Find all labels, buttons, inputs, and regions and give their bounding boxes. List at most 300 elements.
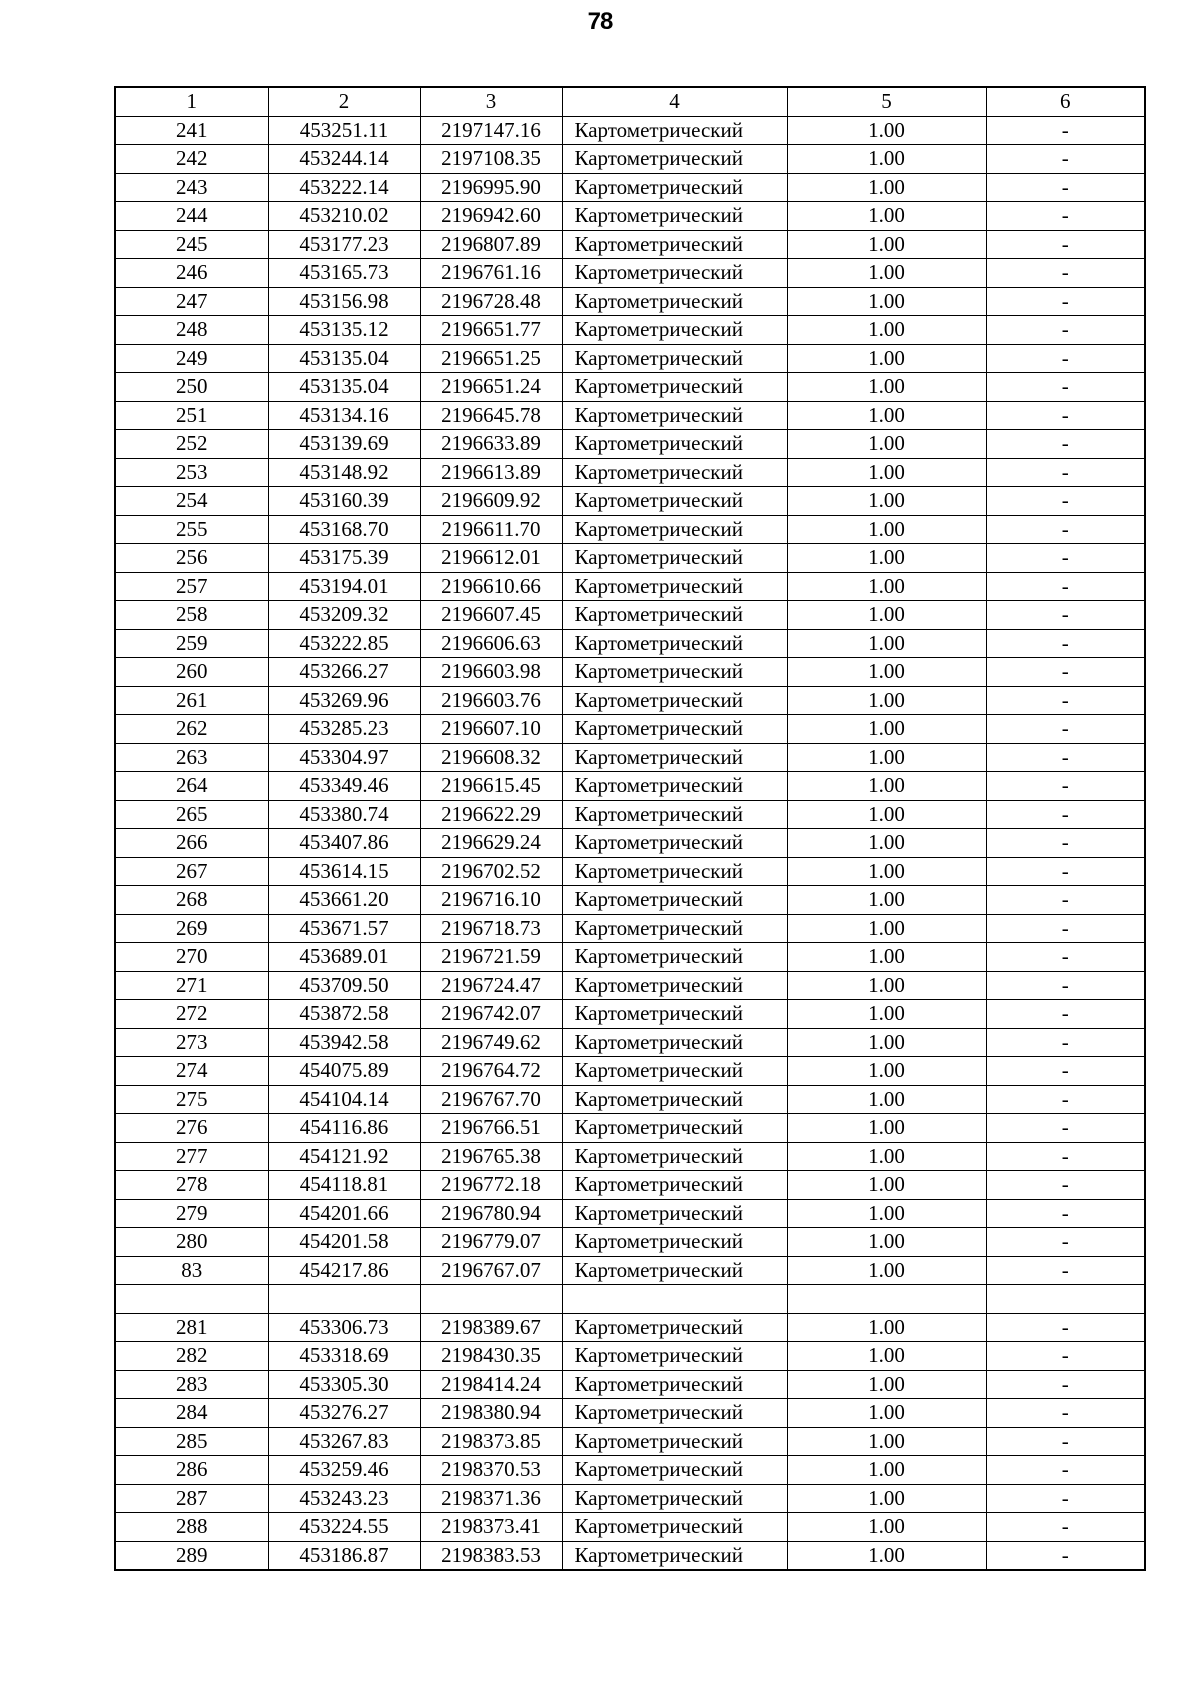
method-cell: Картометрический [562,1199,787,1228]
y-coordinate-cell: 2198371.36 [420,1484,562,1513]
table-row [115,1171,1145,1200]
y-coordinate-cell: 2196767.70 [420,1085,562,1114]
x-coordinate-cell: 453210.02 [268,202,420,231]
table-row [115,857,1145,886]
y-coordinate-cell: 2196622.29 [420,800,562,829]
note-cell: - [986,743,1145,772]
x-coordinate-cell: 453266.27 [268,658,420,687]
accuracy-cell: 1.00 [787,202,986,231]
x-coordinate-cell: 453661.20 [268,886,420,915]
note-cell [986,1285,1145,1314]
method-cell: Картометрический [562,1171,787,1200]
header-col-5: 5 [787,87,986,116]
y-coordinate-cell: 2198430.35 [420,1342,562,1371]
y-coordinate-cell: 2196764.72 [420,1057,562,1086]
x-coordinate-cell: 453209.32 [268,601,420,630]
point-number-cell: 287 [115,1484,268,1513]
accuracy-cell: 1.00 [787,572,986,601]
note-cell: - [986,316,1145,345]
y-coordinate-cell: 2196718.73 [420,914,562,943]
point-number-cell: 247 [115,287,268,316]
table-row [115,686,1145,715]
note-cell: - [986,1541,1145,1570]
table-row [115,886,1145,915]
method-cell: Картометрический [562,1456,787,1485]
point-number-cell: 272 [115,1000,268,1029]
accuracy-cell: 1.00 [787,857,986,886]
y-coordinate-cell: 2196728.48 [420,287,562,316]
accuracy-cell: 1.00 [787,686,986,715]
x-coordinate-cell: 453177.23 [268,230,420,259]
method-cell: Картометрический [562,287,787,316]
table-row [115,259,1145,288]
accuracy-cell: 1.00 [787,914,986,943]
table-row [115,145,1145,174]
accuracy-cell: 1.00 [787,629,986,658]
table-row [115,1399,1145,1428]
accuracy-cell: 1.00 [787,658,986,687]
point-number-cell: 288 [115,1513,268,1542]
accuracy-cell: 1.00 [787,1199,986,1228]
y-coordinate-cell: 2196721.59 [420,943,562,972]
point-number-cell: 257 [115,572,268,601]
accuracy-cell: 1.00 [787,800,986,829]
method-cell: Картометрический [562,572,787,601]
point-number-cell: 276 [115,1114,268,1143]
point-number-cell: 256 [115,544,268,573]
table-row [115,373,1145,402]
point-number-cell: 83 [115,1256,268,1285]
x-coordinate-cell: 453244.14 [268,145,420,174]
method-cell: Картометрический [562,1228,787,1257]
method-cell: Картометрический [562,116,787,145]
x-coordinate-cell: 453135.04 [268,373,420,402]
note-cell: - [986,971,1145,1000]
point-number-cell: 261 [115,686,268,715]
accuracy-cell: 1.00 [787,1342,986,1371]
method-cell: Картометрический [562,971,787,1000]
y-coordinate-cell: 2196607.10 [420,715,562,744]
point-number-cell: 279 [115,1199,268,1228]
table-body [115,116,1145,1570]
point-number-cell: 260 [115,658,268,687]
table-row [115,1484,1145,1513]
accuracy-cell: 1.00 [787,743,986,772]
y-coordinate-cell: 2196766.51 [420,1114,562,1143]
note-cell: - [986,1370,1145,1399]
y-coordinate-cell: 2196765.38 [420,1142,562,1171]
y-coordinate-cell: 2196608.32 [420,743,562,772]
accuracy-cell: 1.00 [787,601,986,630]
point-number-cell: 277 [115,1142,268,1171]
note-cell: - [986,287,1145,316]
y-coordinate-cell: 2198380.94 [420,1399,562,1428]
y-coordinate-cell: 2196942.60 [420,202,562,231]
method-cell: Картометрический [562,1313,787,1342]
method-cell: Картометрический [562,601,787,630]
y-coordinate-cell: 2196651.25 [420,344,562,373]
accuracy-cell: 1.00 [787,1114,986,1143]
point-number-cell: 274 [115,1057,268,1086]
x-coordinate-cell: 453285.23 [268,715,420,744]
table-row [115,914,1145,943]
accuracy-cell: 1.00 [787,1057,986,1086]
coordinates-table [114,86,1146,1571]
x-coordinate-cell: 453222.85 [268,629,420,658]
accuracy-cell: 1.00 [787,1484,986,1513]
point-number-cell: 249 [115,344,268,373]
accuracy-cell: 1.00 [787,1171,986,1200]
note-cell: - [986,886,1145,915]
point-number-cell: 264 [115,772,268,801]
method-cell: Картометрический [562,173,787,202]
accuracy-cell: 1.00 [787,772,986,801]
note-cell: - [986,686,1145,715]
accuracy-cell: 1.00 [787,116,986,145]
point-number-cell: 281 [115,1313,268,1342]
table-row [115,1370,1145,1399]
table-row [115,572,1145,601]
point-number-cell: 270 [115,943,268,972]
note-cell: - [986,1199,1145,1228]
header-col-4: 4 [562,87,787,116]
method-cell: Картометрический [562,145,787,174]
method-cell: Картометрический [562,715,787,744]
method-cell: Картометрический [562,886,787,915]
y-coordinate-cell: 2196724.47 [420,971,562,1000]
point-number-cell: 255 [115,515,268,544]
y-coordinate-cell: 2196772.18 [420,1171,562,1200]
method-cell: Картометрический [562,401,787,430]
y-coordinate-cell: 2196611.70 [420,515,562,544]
point-number-cell: 241 [115,116,268,145]
y-coordinate-cell [420,1285,562,1314]
y-coordinate-cell: 2196612.01 [420,544,562,573]
accuracy-cell: 1.00 [787,1313,986,1342]
x-coordinate-cell: 454217.86 [268,1256,420,1285]
accuracy-cell: 1.00 [787,1456,986,1485]
note-cell: - [986,829,1145,858]
table-row [115,1085,1145,1114]
accuracy-cell: 1.00 [787,373,986,402]
note-cell: - [986,629,1145,658]
method-cell: Картометрический [562,373,787,402]
method-cell: Картометрический [562,344,787,373]
accuracy-cell: 1.00 [787,344,986,373]
x-coordinate-cell: 453135.12 [268,316,420,345]
accuracy-cell: 1.00 [787,715,986,744]
accuracy-cell: 1.00 [787,287,986,316]
note-cell: - [986,1142,1145,1171]
accuracy-cell: 1.00 [787,458,986,487]
note-cell: - [986,1484,1145,1513]
x-coordinate-cell: 453259.46 [268,1456,420,1485]
y-coordinate-cell: 2198370.53 [420,1456,562,1485]
table-row [115,971,1145,1000]
method-cell: Картометрический [562,1142,787,1171]
x-coordinate-cell: 453614.15 [268,857,420,886]
table-row [115,1228,1145,1257]
note-cell: - [986,487,1145,516]
point-number-cell: 265 [115,800,268,829]
method-cell: Картометрический [562,686,787,715]
table-row [115,829,1145,858]
method-cell: Картометрический [562,458,787,487]
x-coordinate-cell: 454201.58 [268,1228,420,1257]
note-cell: - [986,1171,1145,1200]
table-row [115,800,1145,829]
method-cell: Картометрический [562,743,787,772]
y-coordinate-cell: 2198373.41 [420,1513,562,1542]
accuracy-cell: 1.00 [787,145,986,174]
table-row [115,458,1145,487]
table-row [115,430,1145,459]
method-cell: Картометрический [562,515,787,544]
y-coordinate-cell: 2198373.85 [420,1427,562,1456]
note-cell: - [986,515,1145,544]
point-number-cell: 282 [115,1342,268,1371]
method-cell: Картометрический [562,487,787,516]
table-row [115,1028,1145,1057]
note-cell: - [986,1456,1145,1485]
x-coordinate-cell: 453304.97 [268,743,420,772]
y-coordinate-cell: 2196607.45 [420,601,562,630]
x-coordinate-cell: 453349.46 [268,772,420,801]
point-number-cell: 271 [115,971,268,1000]
point-number-cell: 286 [115,1456,268,1485]
note-cell: - [986,1256,1145,1285]
table-row [115,1000,1145,1029]
note-cell: - [986,344,1145,373]
point-number-cell: 267 [115,857,268,886]
x-coordinate-cell: 453148.92 [268,458,420,487]
accuracy-cell: 1.00 [787,1000,986,1029]
method-cell: Картометрический [562,544,787,573]
table-row [115,743,1145,772]
x-coordinate-cell: 453168.70 [268,515,420,544]
note-cell: - [986,401,1145,430]
y-coordinate-cell: 2196716.10 [420,886,562,915]
note-cell: - [986,857,1145,886]
note-cell: - [986,1313,1145,1342]
y-coordinate-cell: 2197108.35 [420,145,562,174]
x-coordinate-cell: 453306.73 [268,1313,420,1342]
note-cell: - [986,772,1145,801]
accuracy-cell: 1.00 [787,401,986,430]
note-cell: - [986,116,1145,145]
y-coordinate-cell: 2196603.98 [420,658,562,687]
accuracy-cell: 1.00 [787,430,986,459]
method-cell: Картометрический [562,230,787,259]
method-cell: Картометрический [562,1342,787,1371]
method-cell: Картометрический [562,1028,787,1057]
point-number-cell: 248 [115,316,268,345]
point-number-cell: 253 [115,458,268,487]
table-row [115,1427,1145,1456]
table-row [115,1513,1145,1542]
y-coordinate-cell: 2196613.89 [420,458,562,487]
table-row [115,1256,1145,1285]
method-cell: Картометрический [562,1057,787,1086]
x-coordinate-cell: 453160.39 [268,487,420,516]
accuracy-cell: 1.00 [787,1370,986,1399]
note-cell: - [986,230,1145,259]
accuracy-cell: 1.00 [787,1142,986,1171]
x-coordinate-cell [268,1285,420,1314]
x-coordinate-cell: 453269.96 [268,686,420,715]
note-cell: - [986,458,1145,487]
table-row [115,344,1145,373]
page-number: 78 [587,8,613,35]
note-cell: - [986,373,1145,402]
y-coordinate-cell: 2196767.07 [420,1256,562,1285]
method-cell [562,1285,787,1314]
table-row [115,1541,1145,1570]
x-coordinate-cell: 453156.98 [268,287,420,316]
note-cell: - [986,572,1145,601]
note-cell: - [986,1085,1145,1114]
accuracy-cell: 1.00 [787,1513,986,1542]
table-row [115,401,1145,430]
x-coordinate-cell: 453175.39 [268,544,420,573]
table-row [115,1199,1145,1228]
x-coordinate-cell: 453872.58 [268,1000,420,1029]
y-coordinate-cell: 2196645.78 [420,401,562,430]
point-number-cell: 252 [115,430,268,459]
point-number-cell: 269 [115,914,268,943]
point-number-cell: 243 [115,173,268,202]
point-number-cell: 283 [115,1370,268,1399]
point-number-cell: 262 [115,715,268,744]
table-row [115,1342,1145,1371]
x-coordinate-cell: 453186.87 [268,1541,420,1570]
x-coordinate-cell: 454075.89 [268,1057,420,1086]
method-cell: Картометрический [562,1399,787,1428]
point-number-cell: 263 [115,743,268,772]
accuracy-cell: 1.00 [787,1028,986,1057]
y-coordinate-cell: 2198389.67 [420,1313,562,1342]
y-coordinate-cell: 2197147.16 [420,116,562,145]
point-number-cell: 289 [115,1541,268,1570]
method-cell: Картометрический [562,1256,787,1285]
x-coordinate-cell: 453276.27 [268,1399,420,1428]
point-number-cell: 244 [115,202,268,231]
x-coordinate-cell: 453165.73 [268,259,420,288]
table-row [115,601,1145,630]
note-cell: - [986,1000,1145,1029]
method-cell: Картометрический [562,1085,787,1114]
x-coordinate-cell: 454201.66 [268,1199,420,1228]
accuracy-cell: 1.00 [787,316,986,345]
method-cell: Картометрический [562,430,787,459]
table-row [115,544,1145,573]
y-coordinate-cell: 2198414.24 [420,1370,562,1399]
method-cell: Картометрический [562,316,787,345]
y-coordinate-cell: 2196603.76 [420,686,562,715]
x-coordinate-cell: 454116.86 [268,1114,420,1143]
accuracy-cell: 1.00 [787,1541,986,1570]
table-row [115,202,1145,231]
y-coordinate-cell: 2196780.94 [420,1199,562,1228]
method-cell: Картометрический [562,1427,787,1456]
point-number-cell: 273 [115,1028,268,1057]
note-cell: - [986,1342,1145,1371]
note-cell: - [986,658,1145,687]
method-cell: Картометрический [562,857,787,886]
note-cell: - [986,145,1145,174]
header-col-2: 2 [268,87,420,116]
note-cell: - [986,943,1145,972]
table-row [115,658,1145,687]
point-number-cell: 268 [115,886,268,915]
method-cell: Картометрический [562,629,787,658]
table-row [115,487,1145,516]
x-coordinate-cell: 453243.23 [268,1484,420,1513]
x-coordinate-cell: 453709.50 [268,971,420,1000]
point-number-cell: 278 [115,1171,268,1200]
point-number-cell: 284 [115,1399,268,1428]
method-cell: Картометрический [562,772,787,801]
x-coordinate-cell: 453689.01 [268,943,420,972]
method-cell: Картометрический [562,800,787,829]
accuracy-cell: 1.00 [787,971,986,1000]
table-row [115,316,1145,345]
note-cell: - [986,544,1145,573]
method-cell: Картометрический [562,943,787,972]
accuracy-cell: 1.00 [787,829,986,858]
x-coordinate-cell: 453139.69 [268,430,420,459]
x-coordinate-cell: 453942.58 [268,1028,420,1057]
note-cell: - [986,430,1145,459]
y-coordinate-cell: 2198383.53 [420,1541,562,1570]
accuracy-cell: 1.00 [787,943,986,972]
x-coordinate-cell: 453224.55 [268,1513,420,1542]
note-cell: - [986,914,1145,943]
accuracy-cell: 1.00 [787,886,986,915]
y-coordinate-cell: 2196633.89 [420,430,562,459]
point-number-cell: 259 [115,629,268,658]
header-col-1: 1 [115,87,268,116]
note-cell: - [986,173,1145,202]
method-cell: Картометрический [562,914,787,943]
table-row [115,1285,1145,1314]
point-number-cell: 275 [115,1085,268,1114]
header-row [115,87,1145,116]
table-row [115,173,1145,202]
point-number-cell: 258 [115,601,268,630]
note-cell: - [986,1427,1145,1456]
method-cell: Картометрический [562,829,787,858]
accuracy-cell [787,1285,986,1314]
y-coordinate-cell: 2196779.07 [420,1228,562,1257]
y-coordinate-cell: 2196615.45 [420,772,562,801]
table-row [115,1313,1145,1342]
table-row [115,515,1145,544]
point-number-cell [115,1285,268,1314]
y-coordinate-cell: 2196742.07 [420,1000,562,1029]
x-coordinate-cell: 453135.04 [268,344,420,373]
x-coordinate-cell: 453671.57 [268,914,420,943]
note-cell: - [986,1114,1145,1143]
table-row [115,715,1145,744]
table-row [115,772,1145,801]
x-coordinate-cell: 454121.92 [268,1142,420,1171]
note-cell: - [986,1057,1145,1086]
y-coordinate-cell: 2196749.62 [420,1028,562,1057]
x-coordinate-cell: 453134.16 [268,401,420,430]
accuracy-cell: 1.00 [787,173,986,202]
y-coordinate-cell: 2196995.90 [420,173,562,202]
